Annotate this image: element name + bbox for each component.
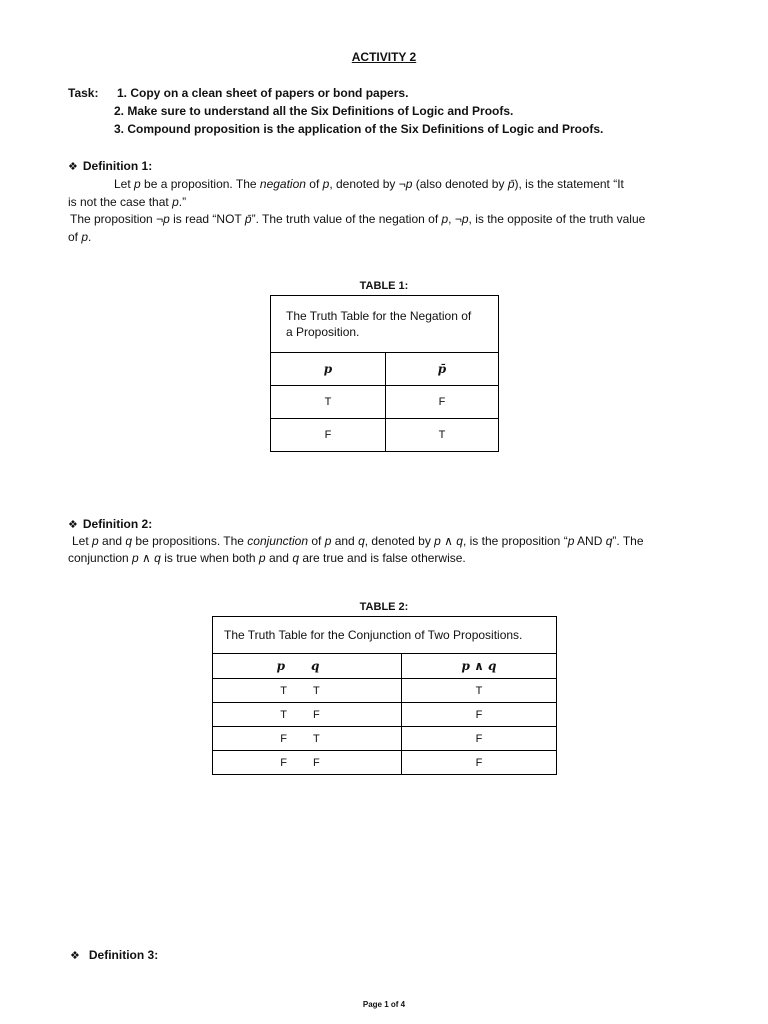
table-cell: T bbox=[386, 419, 499, 452]
diamond-bullet-icon: ❖ bbox=[68, 519, 78, 531]
table-2-conjunction bbox=[212, 616, 557, 775]
table-1-negation bbox=[270, 295, 499, 452]
table-cell: F bbox=[293, 751, 402, 775]
definition-1-line-3: The proposition ¬p is read “NOT p̄”. The truth value of the negation of p, ¬p, is the opposite of the truth value bbox=[70, 212, 646, 226]
definition-1-heading bbox=[68, 159, 152, 173]
table-2-title: The Truth Table for the Conjunction of Two Propositions. bbox=[213, 617, 557, 654]
diamond-bullet-icon: ❖ bbox=[70, 950, 80, 962]
table-cell: F bbox=[213, 727, 294, 751]
table-cell: F bbox=[402, 751, 557, 775]
table-2-header-p-and-q: p ∧ q bbox=[402, 654, 557, 679]
task-label: Task: bbox=[68, 86, 99, 100]
definition-2-heading bbox=[68, 517, 152, 531]
table-2-header-p: p bbox=[213, 654, 294, 679]
table-cell: T bbox=[213, 703, 294, 727]
definition-2-line-2: conjunction p ∧ q is true when both p and q are true and is false otherwise. bbox=[68, 551, 466, 565]
table-cell: F bbox=[293, 703, 402, 727]
table-cell: F bbox=[271, 419, 386, 452]
table-cell: F bbox=[402, 703, 557, 727]
table-cell: T bbox=[402, 679, 557, 703]
definition-3-heading bbox=[70, 948, 158, 962]
table-2-caption: TABLE 2: bbox=[359, 601, 409, 613]
table-1-title: The Truth Table for the Negation of a Proposition. bbox=[271, 296, 499, 353]
definition-3-title: Definition 3: bbox=[88, 948, 159, 962]
task-item-1: 1. Copy on a clean sheet of papers or bond papers. bbox=[117, 86, 409, 100]
task-item-2: 2. Make sure to understand all the Six Definitions of Logic and Proofs. bbox=[114, 104, 514, 118]
definition-2-title: Definition 2: bbox=[82, 517, 153, 531]
table-cell: F bbox=[386, 386, 499, 419]
table-cell: T bbox=[213, 679, 294, 703]
table-cell: F bbox=[402, 727, 557, 751]
definition-1-line-4: of p. bbox=[68, 230, 92, 244]
table-cell: F bbox=[213, 751, 294, 775]
table-2-header-q: q bbox=[293, 654, 402, 679]
diamond-bullet-icon: ❖ bbox=[68, 161, 78, 173]
definition-1-line-2: is not the case that p.” bbox=[68, 195, 187, 209]
table-cell: T bbox=[293, 679, 402, 703]
table-1-header-not-p: p̄ bbox=[386, 353, 499, 386]
table-cell: T bbox=[271, 386, 386, 419]
definition-1-title: Definition 1: bbox=[82, 159, 153, 173]
page-number: Page 1 of 4 bbox=[362, 1000, 406, 1009]
definition-2-line-1: Let p and q be propositions. The conjunction of p and q, denoted by p ∧ q, is the proposition “p AND q”. The bbox=[72, 534, 644, 548]
definition-1-line-1: Let p be a proposition. The negation of p, denoted by ¬p (also denoted by p̄), is the statement “It bbox=[114, 177, 624, 191]
table-1-header-p: p bbox=[271, 353, 386, 386]
table-1-caption: TABLE 1: bbox=[359, 280, 409, 292]
table-cell: T bbox=[293, 727, 402, 751]
task-item-3: 3. Compound proposition is the application of the Six Definitions of Logic and Proofs. bbox=[114, 122, 604, 136]
page-title: ACTIVITY 2 bbox=[351, 50, 417, 64]
